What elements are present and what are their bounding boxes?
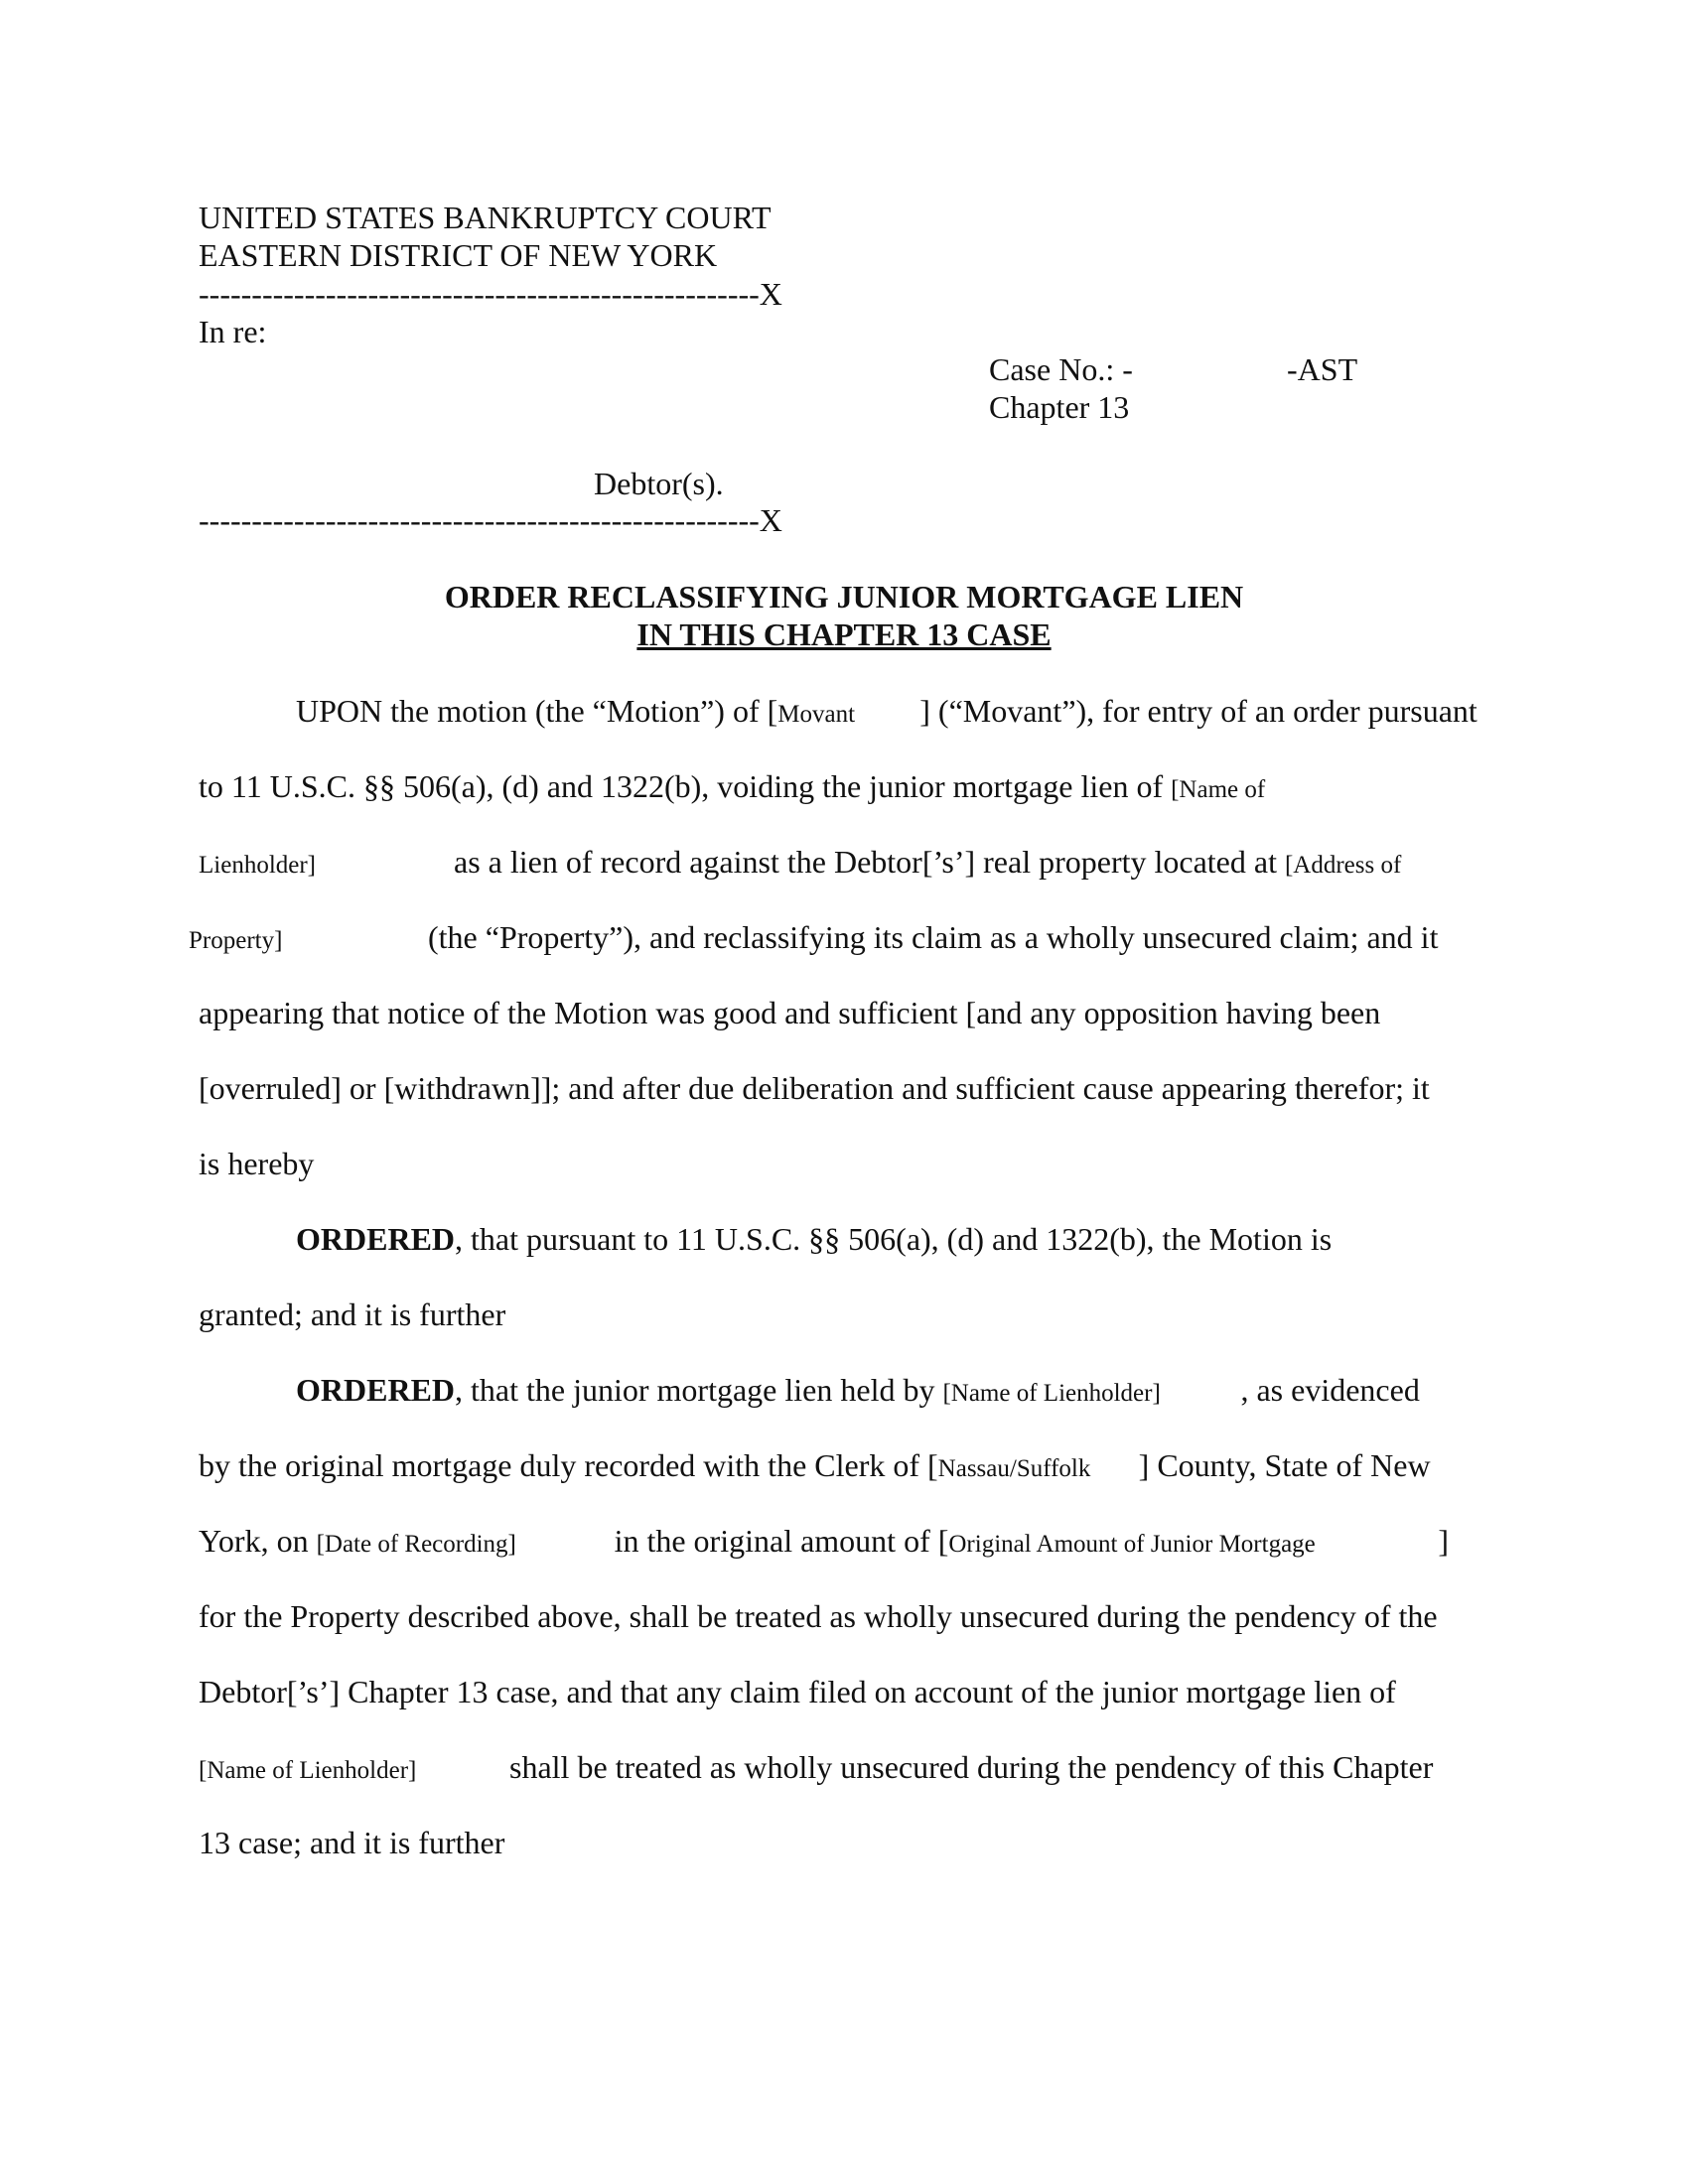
para3-line5: Debtor[’s’] Chapter 13 case, and that any claim filed on account of the junior mortgage lien of bbox=[199, 1674, 1396, 1709]
para1-line3 bbox=[199, 843, 1401, 885]
case-number-label: Case No.: - bbox=[989, 351, 1133, 387]
court-name: UNITED STATES BANKRUPTCY COURT bbox=[199, 200, 772, 235]
para2-line1 bbox=[296, 1220, 1332, 1258]
lienholder-field: [Name of Lienholder] bbox=[199, 1757, 417, 1784]
in-re-label: In re: bbox=[199, 314, 267, 349]
court-district: EASTERN DISTRICT OF NEW YORK bbox=[199, 237, 718, 273]
lienholder-field: [Name of Lienholder] bbox=[942, 1380, 1161, 1407]
para3-text: ] County, State of New bbox=[1138, 1447, 1431, 1483]
recording-date-field: [Date of Recording] bbox=[316, 1531, 516, 1558]
para3-text: ] bbox=[1438, 1523, 1450, 1559]
debtors-label: Debtor(s). bbox=[594, 466, 724, 501]
movant-field: Movant bbox=[777, 701, 856, 728]
para3-line4: for the Property described above, shall be treated as wholly unsecured during the pendency of the bbox=[199, 1598, 1438, 1634]
para1-text: (the “Property”), and reclassifying its claim as a wholly unsecured claim; and it bbox=[428, 919, 1439, 955]
para1-text: as a lien of record against the Debtor[’s’] real property located at bbox=[454, 844, 1277, 880]
para2-text: , that pursuant to 11 U.S.C. §§ 506(a), (d) and 1322(b), the Motion is bbox=[455, 1221, 1333, 1257]
order-subtitle-text: IN THIS CHAPTER 13 CASE bbox=[636, 616, 1052, 652]
para3-text: by the original mortgage duly recorded with the Clerk of [ bbox=[199, 1447, 938, 1483]
para1-line1 bbox=[296, 692, 1477, 734]
para1-line4 bbox=[189, 918, 1438, 960]
order-title: ORDER RECLASSIFYING JUNIOR MORTGAGE LIEN bbox=[444, 579, 1244, 614]
para3-text: , as evidenced bbox=[1240, 1372, 1420, 1408]
para1-line5: appearing that notice of the Motion was good and sufficient [and any opposition having been bbox=[199, 995, 1381, 1030]
original-amount-field: Original Amount of Junior Mortgage bbox=[948, 1531, 1316, 1558]
para1-text: ] (“Movant”), for entry of an order pursuant bbox=[919, 693, 1477, 729]
para3-line2 bbox=[199, 1446, 1431, 1488]
para3-text: York, on bbox=[199, 1523, 309, 1559]
county-field: Nassau/Suffolk bbox=[937, 1455, 1091, 1482]
order-subtitle bbox=[0, 615, 1688, 653]
chapter-label: Chapter 13 bbox=[989, 389, 1130, 425]
ordered-label: ORDERED bbox=[296, 1372, 456, 1408]
para2-line2: granted; and it is further bbox=[199, 1297, 506, 1332]
para1-line6: [overruled] or [withdrawn]]; and after due deliberation and sufficient cause appearing therefor; it bbox=[199, 1070, 1430, 1106]
para1-text: to 11 U.S.C. §§ 506(a), (d) and 1322(b), voiding the junior mortgage lien of bbox=[199, 768, 1164, 804]
para1-line2 bbox=[199, 767, 1265, 809]
property-field: Property] bbox=[189, 927, 283, 954]
para1-line7: is hereby bbox=[199, 1146, 315, 1181]
lienholder-field: Lienholder] bbox=[199, 852, 317, 879]
address-field: [Address of bbox=[1284, 852, 1402, 879]
lienholder-field: [Name of bbox=[1171, 776, 1266, 803]
para3-line3 bbox=[199, 1522, 1449, 1564]
ordered-label: ORDERED bbox=[296, 1221, 456, 1257]
para3-text: shall be treated as wholly unsecured during the pendency of this Chapter bbox=[509, 1749, 1434, 1785]
case-number-suffix: -AST bbox=[1287, 351, 1358, 387]
para3-line6 bbox=[199, 1748, 1433, 1790]
caption-separator-top: -----------------------------------------------------X bbox=[199, 276, 782, 312]
para3-line1 bbox=[296, 1371, 1420, 1413]
para1-text: UPON the motion (the “Motion”) of [ bbox=[296, 693, 778, 729]
caption-separator-bottom: -----------------------------------------------------X bbox=[199, 502, 782, 538]
para3-line7: 13 case; and it is further bbox=[199, 1825, 505, 1860]
para3-text: , that the junior mortgage lien held by bbox=[455, 1372, 935, 1408]
para3-text: in the original amount of [ bbox=[614, 1523, 949, 1559]
